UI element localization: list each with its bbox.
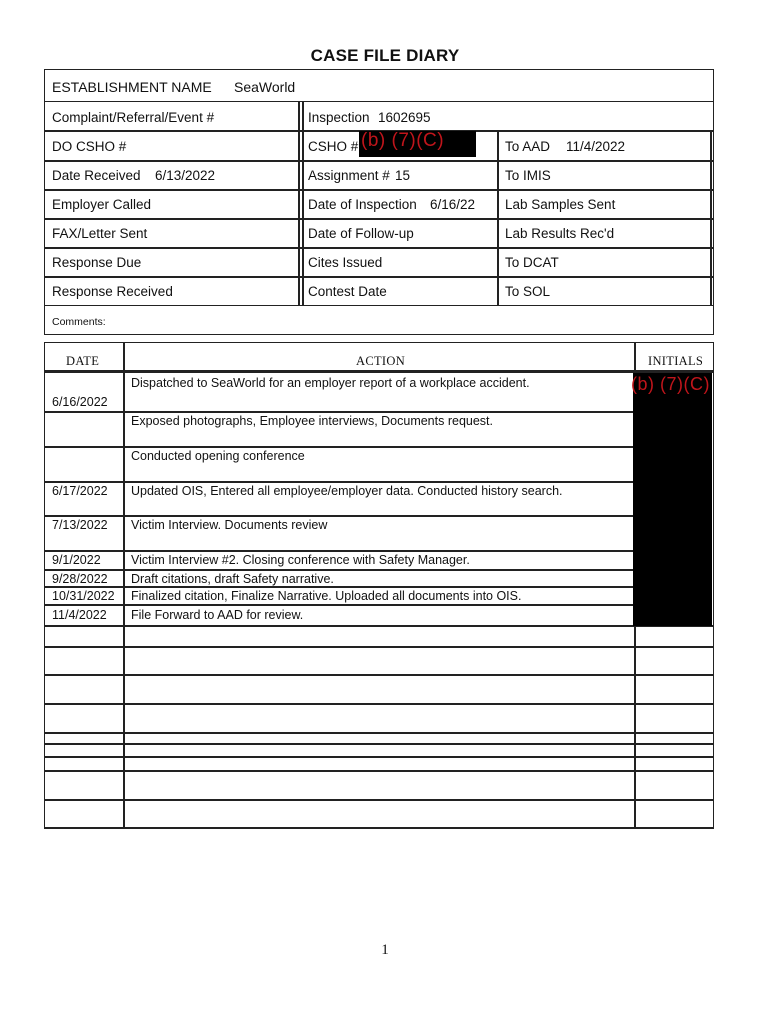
to-imis-label: To IMIS xyxy=(505,168,551,183)
row-4-date: 6/17/2022 xyxy=(52,484,108,498)
establishment-label: ESTABLISHMENT NAME xyxy=(52,79,212,95)
comments-label: Comments: xyxy=(52,316,106,328)
row-1-action: Dispatched to SeaWorld for an employer report of a workplace accident. xyxy=(131,376,530,390)
inspection-label: Inspection xyxy=(308,110,370,125)
date-received-value: 6/13/2022 xyxy=(155,168,216,183)
inspection-value: 1602695 xyxy=(378,110,431,125)
contest-date-label: Contest Date xyxy=(308,284,387,299)
response-due-label: Response Due xyxy=(52,255,142,270)
row-6-date: 9/1/2022 xyxy=(52,553,101,567)
date-followup-label: Date of Follow-up xyxy=(308,226,414,241)
row-5-date: 7/13/2022 xyxy=(52,518,108,532)
do-csho-label: DO CSHO # xyxy=(52,139,127,154)
row-3-action: Conducted opening conference xyxy=(131,449,305,463)
assignment-value: 15 xyxy=(395,168,411,183)
csho-label: CSHO # xyxy=(308,139,359,154)
row-8-date: 10/31/2022 xyxy=(52,589,115,603)
employer-called-label: Employer Called xyxy=(52,197,152,212)
initials-redaction-label: (b) (7)(C) xyxy=(631,374,710,394)
row-1-date: 6/16/2022 xyxy=(52,395,108,409)
row-6-action: Victim Interview #2. Closing conference with Safety Manager. xyxy=(131,553,470,567)
row-9-date: 11/4/2022 xyxy=(52,608,107,622)
establishment-value: SeaWorld xyxy=(234,79,296,95)
row-4-action: Updated OIS, Entered all employee/employer data. Conducted history search. xyxy=(131,484,563,498)
assignment-label: Assignment # xyxy=(308,168,390,183)
page-title: CASE FILE DIARY xyxy=(310,46,460,65)
to-aad-value: 11/4/2022 xyxy=(566,139,626,154)
row-8-action: Finalized citation, Finalize Narrative. Uploaded all documents into OIS. xyxy=(131,589,522,603)
initials-redaction-box xyxy=(633,373,712,626)
action-header: ACTION xyxy=(356,354,406,368)
row-2-action: Exposed photographs, Employee interviews, Documents request. xyxy=(131,414,493,428)
date-header: DATE xyxy=(66,354,100,368)
date-of-inspection-value: 6/16/22 xyxy=(430,197,476,212)
lab-samples-label: Lab Samples Sent xyxy=(505,197,616,212)
comments-box xyxy=(44,305,714,335)
page-number: 1 xyxy=(381,942,389,958)
date-received-label: Date Received xyxy=(52,168,141,183)
initials-header: INITIALS xyxy=(648,354,704,368)
to-sol-label: To SOL xyxy=(505,284,551,299)
to-aad-label: To AAD xyxy=(505,139,551,154)
response-received-label: Response Received xyxy=(52,284,173,299)
to-dcat-label: To DCAT xyxy=(505,255,559,270)
row-7-action: Draft citations, draft Safety narrative. xyxy=(131,572,334,586)
row-5-action: Victim Interview. Documents review xyxy=(131,518,328,532)
csho-redaction-label: (b) (7)(C) xyxy=(361,130,445,151)
cites-issued-label: Cites Issued xyxy=(308,255,383,270)
fax-letter-label: FAX/Letter Sent xyxy=(52,226,148,241)
row-9-action: File Forward to AAD for review. xyxy=(131,608,304,622)
row-7-date: 9/28/2022 xyxy=(52,572,108,586)
lab-results-label: Lab Results Rec'd xyxy=(505,226,615,241)
date-of-inspection-label: Date of Inspection xyxy=(308,197,417,212)
complaint-label: Complaint/Referral/Event # xyxy=(52,110,215,125)
